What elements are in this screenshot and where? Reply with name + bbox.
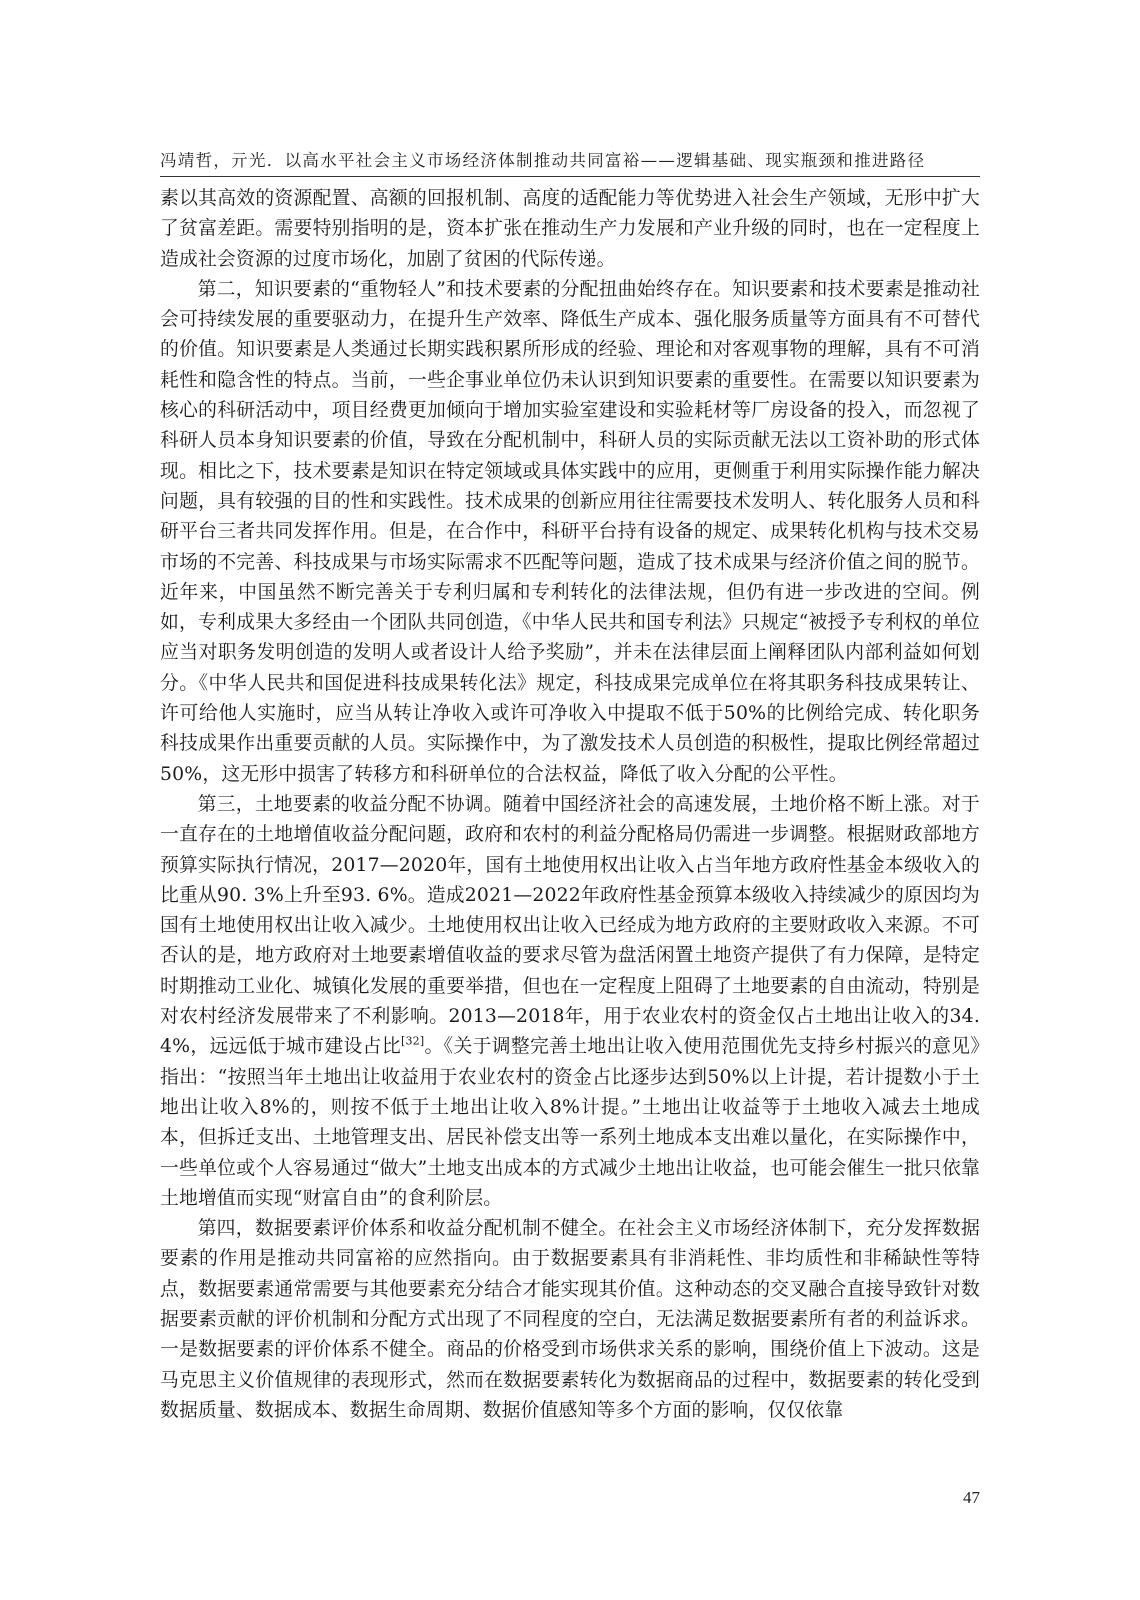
paragraph-land-text-b: 。《关于调整完善土地出让收入使用范围优先支持乡村振兴的意见》指出：“按照当年土地出让收益用于农业农村的资金占比逐步达到50%以上计提，若计提数小于土地出让收入8%的，则按不低于土地出让收入8%计提。”土地出让收益等于土地收入减去土地成本，但拆迁支出、土地管理支出、居民补偿支出等一系列土地成本支出难以量化，在实际操作中，一些单位或个人容易通过“做大”土地支出成本的方式减少土地出让收益，也可能会催生一批只依靠土地增值而实现“财富自由”的食利阶层。 [160, 1036, 980, 1209]
article-body [160, 184, 980, 1484]
paragraph-data: 第四，数据要素评价体系和收益分配机制不健全。在社会主义市场经济体制下，充分发挥数据要素的作用是推动共同富裕的应然指向。由于数据要素具有非消耗性、非均质性和非稀缺性等特点，数据要素通常需要与其他要素充分结合才能实现其价值。这种动态的交叉融合直接导致针对数据要素贡献的评价机制和分配方式出现了不同程度的空白，无法满足数据要素所有者的利益诉求。一是数据要素的评价体系不健全。商品的价格受到市场供求关系的影响，围绕价值上下波动。这是马克思主义价值规律的表现形式，然而在数据要素转化为数据商品的过程中，数据要素的转化受到数据质量、数据成本、数据生命周期、数据价值感知等多个方面的影响，仅仅依靠 [160, 1218, 980, 1421]
paragraph-continued: 素以其高效的资源配置、高额的回报机制、高度的适配能力等优势进入社会生产领域，无形中扩大了贫富差距。需要特别指明的是，资本扩张在推动生产力发展和产业升级的同时，也在一定程度上造成社会资源的过度市场化，加剧了贫困的代际传递。 [160, 188, 980, 270]
paragraph-knowledge-technology: 第二，知识要素的“重物轻人”和技术要素的分配扭曲始终存在。知识要素和技术要素是推动社会可持续发展的重要驱动力，在提升生产效率、降低生产成本、强化服务质量等方面具有不可替代的价值。知识要素是人类通过长期实践积累所形成的经验、理论和对客观事物的理解，具有不可消耗性和隐含性的特点。当前，一些企事业单位仍未认识到知识要素的重要性。在需要以知识要素为核心的科研活动中，项目经费更加倾向于增加实验室建设和实验耗材等厂房设备的投入，而忽视了科研人员本身知识要素的价值，导致在分配机制中，科研人员的实际贡献无法以工资补助的形式体现。相比之下，技术要素是知识在特定领域或具体实践中的应用，更侧重于利用实际操作能力解决问题，具有较强的目的性和实践性。技术成果的创新应用往往需要技术发明人、转化服务人员和科研平台三者共同发挥作用。但是，在合作中，科研平台持有设备的规定、成果转化机构与技术交易市场的不完善、科技成果与市场实际需求不匹配等问题，造成了技术成果与经济价值之间的脱节。近年来，中国虽然不断完善关于专利归属和专利转化的法律法规，但仍有进一步改进的空间。例如，专利成果大多经由一个团队共同创造，《中华人民共和国专利法》只规定“被授予专利权的单位应当对职务发明创造的发明人或者设计人给予奖励”，并未在法律层面上阐释团队内部利益如何划分。《中华人民共和国促进科技成果转化法》规定，科技成果完成单位在将其职务科技成果转让、许可给他人实施时，应当从转让净收入或许可净收入中提取不低于50%的比例给完成、转化职务科技成果作出重要贡献的人员。实际操作中，为了激发技术人员创造的积极性，提取比例经常超过50%，这无形中损害了转移方和科研单位的合法权益，降低了收入分配的公平性。 [160, 278, 980, 785]
paragraph-land-text-a: 第三，土地要素的收益分配不协调。随着中国经济社会的高速发展，土地价格不断上涨。对于一直存在的土地增值收益分配问题，政府和农村的利益分配格局仍需进一步调整。根据财政部地方预算实际执行情况，2017—2020年，国有土地使用权出让收入占当年地方政府性基金本级收入的比重从90. 3%上升至93. 6%。造成2021—2022年政府性基金预算本级收入持续减少的原因均为国有土地使用权出让收入减少。土地使用权出让收入已经成为地方政府的主要财政收入来源。不可否认的是，地方政府对土地要素增值收益的要求尽管为盘活闲置土地资产提供了有力保障，是特定时期推动工业化、城镇化发展的重要举措，但也在一定程度上阻碍了土地要素的自由流动，特别是对农村经济发展带来了不利影响。2013—2018年，用于农业农村的资金仅占土地出让收入的34. 4%，远远低于城市建设占比 [160, 793, 980, 1058]
running-head: 冯靖哲，亓光．以高水平社会主义市场经济体制推动共同富裕——逻辑基础、现实瓶颈和推进路径 [160, 151, 926, 170]
page-number: 47 [963, 1488, 980, 1507]
paragraph-land [160, 790, 980, 1214]
header-rule [160, 176, 980, 177]
citation-marker: [32] [400, 1035, 425, 1049]
